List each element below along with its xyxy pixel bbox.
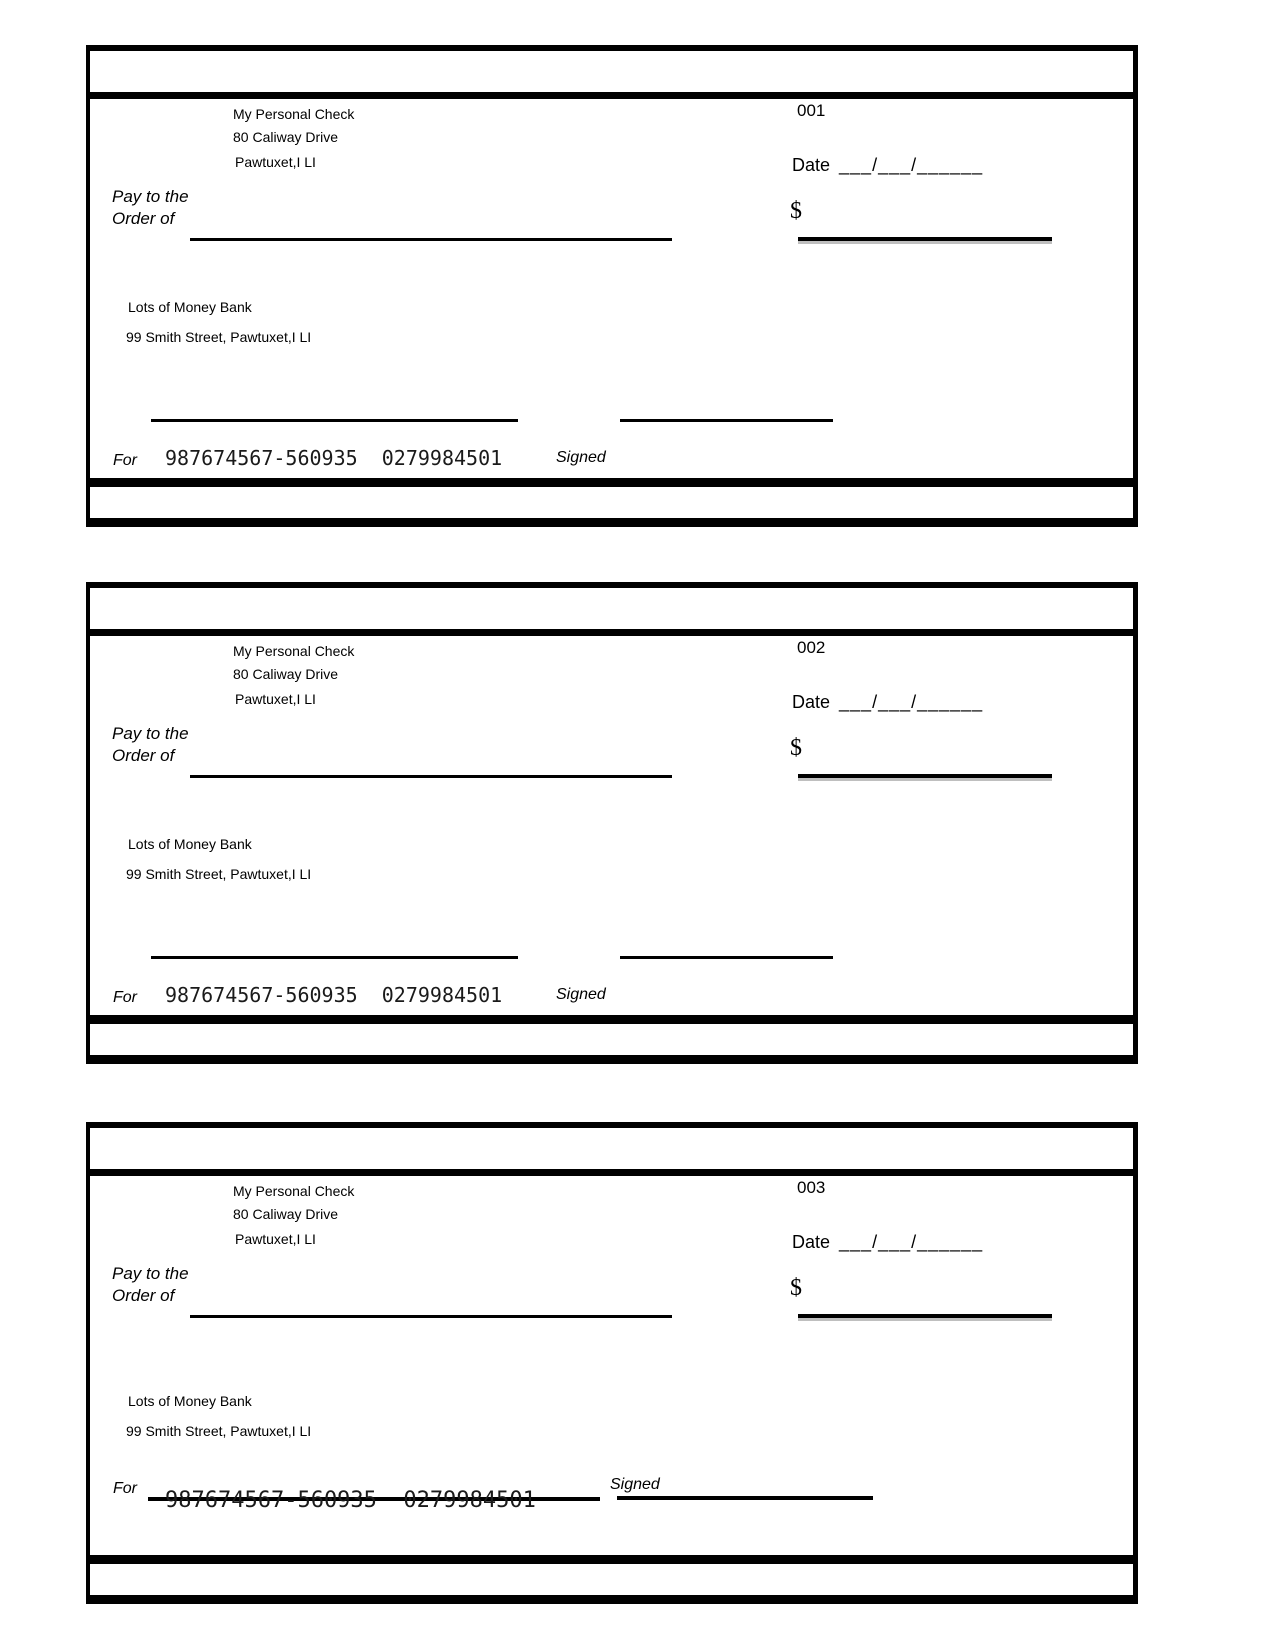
- micr-numbers: 987674567-560935 0279984501: [165, 983, 503, 1007]
- amount-blank-line: [798, 1314, 1052, 1318]
- dollar-sign: $: [790, 198, 802, 224]
- bank-name: Lots of Money Bank: [128, 299, 252, 315]
- payee-blank-line: [190, 1315, 672, 1318]
- bank-name: Lots of Money Bank: [128, 836, 252, 852]
- for-label: For: [113, 452, 137, 469]
- payer-address2: Pawtuxet,I LI: [235, 154, 316, 170]
- date-row: [792, 155, 983, 176]
- check-002: [86, 582, 1138, 1064]
- payee-blank-line: [190, 238, 672, 241]
- check-number: 003: [797, 1178, 826, 1197]
- payer-address1: 80 Caliway Drive: [233, 1206, 339, 1222]
- dollar-sign: $: [790, 1275, 802, 1301]
- signed-label: Signed: [610, 1476, 660, 1493]
- date-row: [792, 1232, 983, 1253]
- check-bottom-rule: [90, 1015, 1133, 1024]
- signed-label: Signed: [556, 986, 606, 1003]
- pay-to-the-label: Pay to the: [112, 724, 189, 743]
- check-bottom-rule: [90, 1555, 1133, 1564]
- date-blank-field: ___/___/______: [839, 692, 984, 712]
- date-row: [792, 692, 983, 713]
- date-label: Date: [792, 155, 831, 175]
- for-label: For: [113, 1480, 137, 1497]
- signature-blank-line: [620, 419, 833, 422]
- check-001: [86, 45, 1138, 527]
- date-label: Date: [792, 1232, 831, 1252]
- signature-blank-line: [620, 956, 833, 959]
- memo-blank-line: [151, 419, 518, 422]
- pay-to-the-label: Pay to the: [112, 187, 189, 206]
- order-of-label: Order of: [112, 746, 175, 765]
- check-number: 001: [797, 101, 826, 120]
- payee-blank-line: [190, 775, 672, 778]
- order-of-label: Order of: [112, 1286, 175, 1305]
- for-label: For: [113, 989, 137, 1006]
- amount-blank-line: [798, 774, 1052, 778]
- bank-name: Lots of Money Bank: [128, 1393, 252, 1409]
- signed-label: Signed: [556, 449, 606, 466]
- micr-numbers: 987674567-560935 0279984501: [165, 1488, 536, 1513]
- pay-to-the-label: Pay to the: [112, 1264, 189, 1283]
- order-of-label: Order of: [112, 209, 175, 228]
- check-bottom-rule: [90, 478, 1133, 487]
- payer-address2: Pawtuxet,I LI: [235, 1231, 316, 1247]
- payer-address1: 80 Caliway Drive: [233, 129, 339, 145]
- signature-blank-line: [617, 1496, 873, 1500]
- bank-address: 99 Smith Street, Pawtuxet,I LI: [126, 329, 312, 345]
- payer-name: My Personal Check: [233, 643, 355, 659]
- dollar-sign: $: [790, 735, 802, 761]
- check-top-rule: [90, 1169, 1133, 1176]
- check-top-rule: [90, 92, 1133, 99]
- date-label: Date: [792, 692, 831, 712]
- payer-address1: 80 Caliway Drive: [233, 666, 339, 682]
- payer-address2: Pawtuxet,I LI: [235, 691, 316, 707]
- payer-name: My Personal Check: [233, 1183, 355, 1199]
- bank-address: 99 Smith Street, Pawtuxet,I LI: [126, 866, 312, 882]
- date-blank-field: ___/___/______: [839, 155, 984, 175]
- micr-numbers: 987674567-560935 0279984501: [165, 446, 503, 470]
- check-number: 002: [797, 638, 826, 657]
- check-003: [86, 1122, 1138, 1604]
- memo-blank-line: [151, 956, 518, 959]
- check-top-rule: [90, 629, 1133, 636]
- bank-address: 99 Smith Street, Pawtuxet,I LI: [126, 1423, 312, 1439]
- payer-name: My Personal Check: [233, 106, 355, 122]
- date-blank-field: ___/___/______: [839, 1232, 984, 1252]
- amount-blank-line: [798, 237, 1052, 241]
